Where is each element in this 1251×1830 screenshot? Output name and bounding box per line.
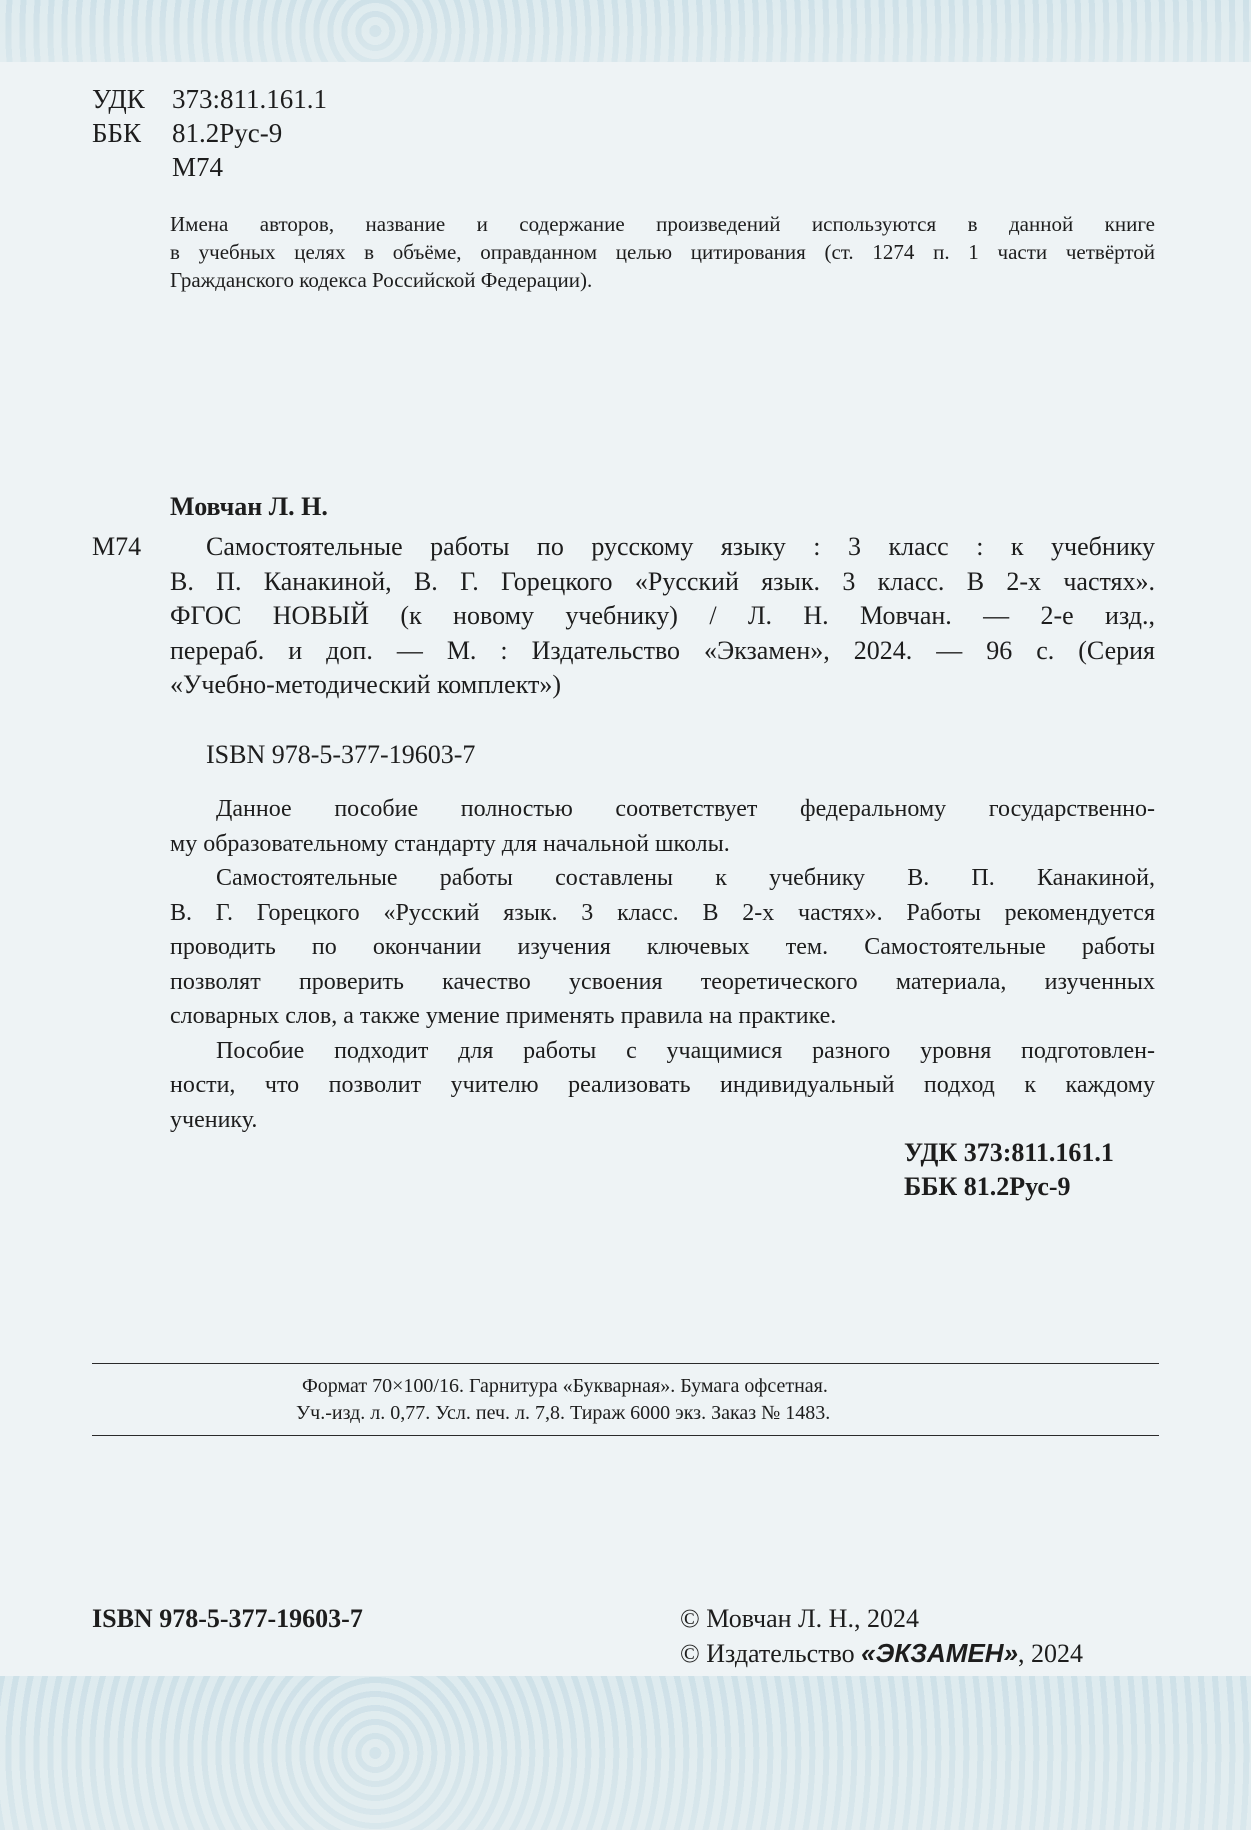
description-line: В. П. Канакиной, В. Г. Горецкого «Русский язык. 3 класс. В 2-х частях». [170, 566, 1155, 596]
imprint-line-1: Формат 70×100/16. Гарнитура «Букварная». Бумага офсетная. [302, 1375, 828, 1397]
notice-line: в учебных целях в объёме, оправданном целью цитирования (ст. 1274 п. 1 части четвёртой [170, 240, 1155, 264]
annotation-line: му образовательному стандарту для начальной школы. [170, 830, 730, 857]
annotation-line: ности, что позволит учителю реализовать индивидуальный подход к каждому [170, 1072, 1155, 1098]
description-line: «Учебно-методический комплект») [170, 670, 562, 699]
annotation-line: позволят проверить качество усвоения теоретического материала, изученных [170, 968, 1155, 995]
record-isbn: ISBN 978-5-377-19603-7 [206, 740, 476, 769]
top-ornament-border [0, 0, 1251, 62]
bbk-label: ББК [92, 118, 142, 148]
publisher-prefix: © Издательство [680, 1639, 862, 1668]
imprint-rule-top [92, 1363, 1159, 1364]
publisher-brand: «ЭКЗАМЕН» [861, 1638, 1019, 1668]
description-line: Самостоятельные работы по русскому языку : 3 класс : к учебнику [206, 532, 1155, 561]
udk-label: УДК [92, 84, 145, 114]
annotation-line: ученику. [170, 1106, 258, 1133]
bbk-value: 81.2Рус-9 [172, 118, 283, 148]
publisher-suffix: , 2024 [1018, 1639, 1084, 1668]
description-line: ФГОС НОВЫЙ (к новому учебнику) / Л. Н. Мовчан. — 2-е изд., [170, 601, 1155, 630]
notice-line: Гражданского кодекса Российской Федерации). [170, 268, 593, 292]
annotation-line: Данное пособие полностью соответствует федеральному государственно- [216, 796, 1155, 822]
bottom-ornament-border [0, 1676, 1251, 1830]
annotation-line: Самостоятельные работы составлены к учебнику В. П. Канакиной, [216, 865, 1155, 891]
copyright-notice [170, 210, 1155, 294]
annotation-line: Пособие подходит для работы с учащимися разного уровня подготовлен- [216, 1037, 1155, 1064]
notice-line: Имена авторов, название и содержание произведений используются в данной книге [170, 212, 1155, 236]
bibliographic-description [170, 530, 1155, 703]
classification-udk: УДК 373:811.161.1 [904, 1138, 1114, 1167]
annotation-line: В. Г. Горецкого «Русский язык. 3 класс. В 2-х частях». Работы рекомендуется [170, 899, 1155, 926]
author-heading: Мовчан Л. Н. [170, 492, 328, 521]
imprint-line-2: Уч.-изд. л. 0,77. Усл. печ. л. 7,8. Тираж 6000 экз. Заказ № 1483. [296, 1402, 831, 1424]
annotation [170, 792, 1155, 1137]
record-mark: М74 [92, 532, 142, 561]
copyright-author: © Мовчан Л. Н., 2024 [680, 1604, 919, 1633]
udk-value: 373:811.161.1 [172, 84, 327, 114]
show-through-title [260, 380, 960, 470]
author-mark: М74 [172, 152, 224, 182]
classification-bbk: ББК 81.2Рус-9 [904, 1172, 1071, 1201]
imprint-rule-bottom [92, 1435, 1159, 1436]
copyright-publisher [680, 1638, 1083, 1669]
annotation-line: проводить по окончании изучения ключевых тем. Самостоятельные работы [170, 934, 1155, 960]
description-line: перераб. и доп. — М. : Издательство «Экзамен», 2024. — 96 с. (Серия [170, 635, 1155, 665]
annotation-line: словарных слов, а также умение применять правила на практике. [170, 1003, 837, 1029]
footer-isbn: ISBN 978-5-377-19603-7 [92, 1604, 363, 1633]
